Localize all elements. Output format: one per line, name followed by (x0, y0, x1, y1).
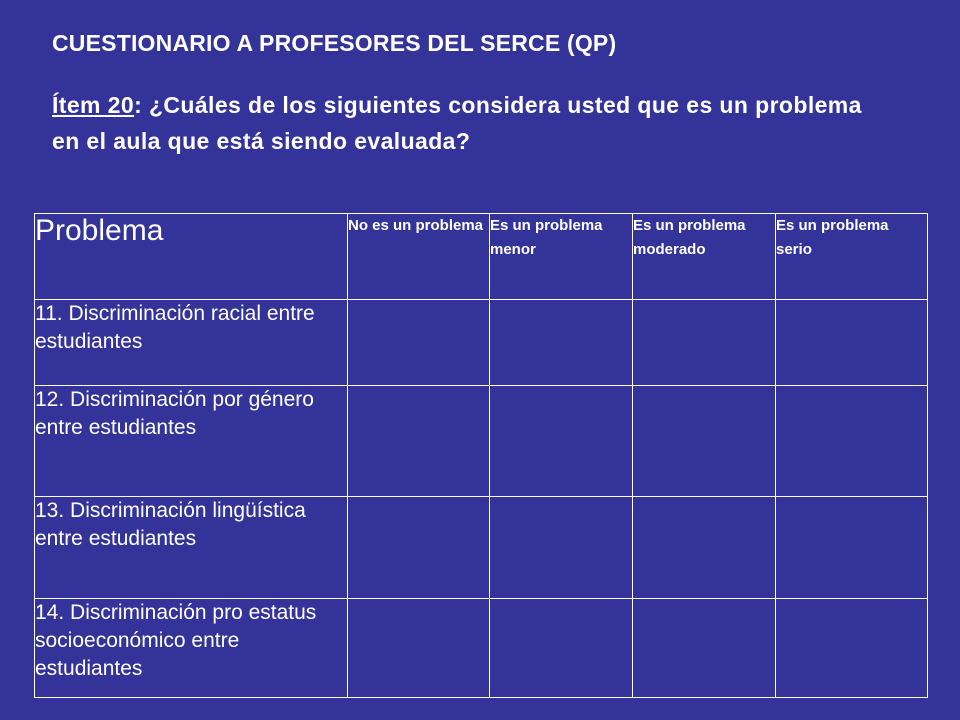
table-row (35, 300, 928, 386)
answer-cell-serious[interactable] (776, 300, 928, 386)
answer-cell-minor[interactable] (490, 386, 633, 497)
header-option-minor: Es un problema menor (490, 214, 633, 300)
answer-cell-serious[interactable] (776, 497, 928, 599)
row-label: 13. Discriminación lingüística entre estudiantes (35, 497, 348, 599)
answer-cell-moderate[interactable] (633, 599, 776, 698)
header-option-serious: Es un problema serio (776, 214, 928, 300)
slide-title: CUESTIONARIO A PROFESORES DEL SERCE (QP) (52, 30, 617, 56)
answer-cell-no-problem[interactable] (348, 497, 490, 599)
header-option-no-problem: No es un problema (348, 214, 490, 300)
row-label: 14. Discriminación pro estatus socioeconómico entre estudiantes (35, 599, 348, 698)
table-row (35, 386, 928, 497)
answer-cell-no-problem[interactable] (348, 300, 490, 386)
answer-cell-minor[interactable] (490, 599, 633, 698)
answer-cell-no-problem[interactable] (348, 386, 490, 497)
header-row (35, 214, 928, 300)
row-label: 12. Discriminación por género entre estudiantes (35, 386, 348, 497)
answer-cell-serious[interactable] (776, 599, 928, 698)
header-problem: Problema (35, 214, 348, 300)
item-label: Ítem 20 (52, 92, 135, 118)
answer-cell-minor[interactable] (490, 300, 633, 386)
header-option-moderate: Es un problema moderado (633, 214, 776, 300)
answer-cell-moderate[interactable] (633, 497, 776, 599)
item-question-text: ¿Cuáles de los siguientes considera usted que es un problema en el aula que está siendo evaluada? (52, 92, 862, 154)
table-row (35, 497, 928, 599)
answer-cell-moderate[interactable] (633, 300, 776, 386)
table-row (35, 599, 928, 698)
answer-cell-minor[interactable] (490, 497, 633, 599)
answer-cell-no-problem[interactable] (348, 599, 490, 698)
survey-table (34, 213, 928, 698)
row-label: 11. Discriminación racial entre estudiantes (35, 300, 348, 386)
answer-cell-serious[interactable] (776, 386, 928, 497)
answer-cell-moderate[interactable] (633, 386, 776, 497)
item-separator: : (134, 92, 149, 118)
item-question (52, 87, 872, 159)
